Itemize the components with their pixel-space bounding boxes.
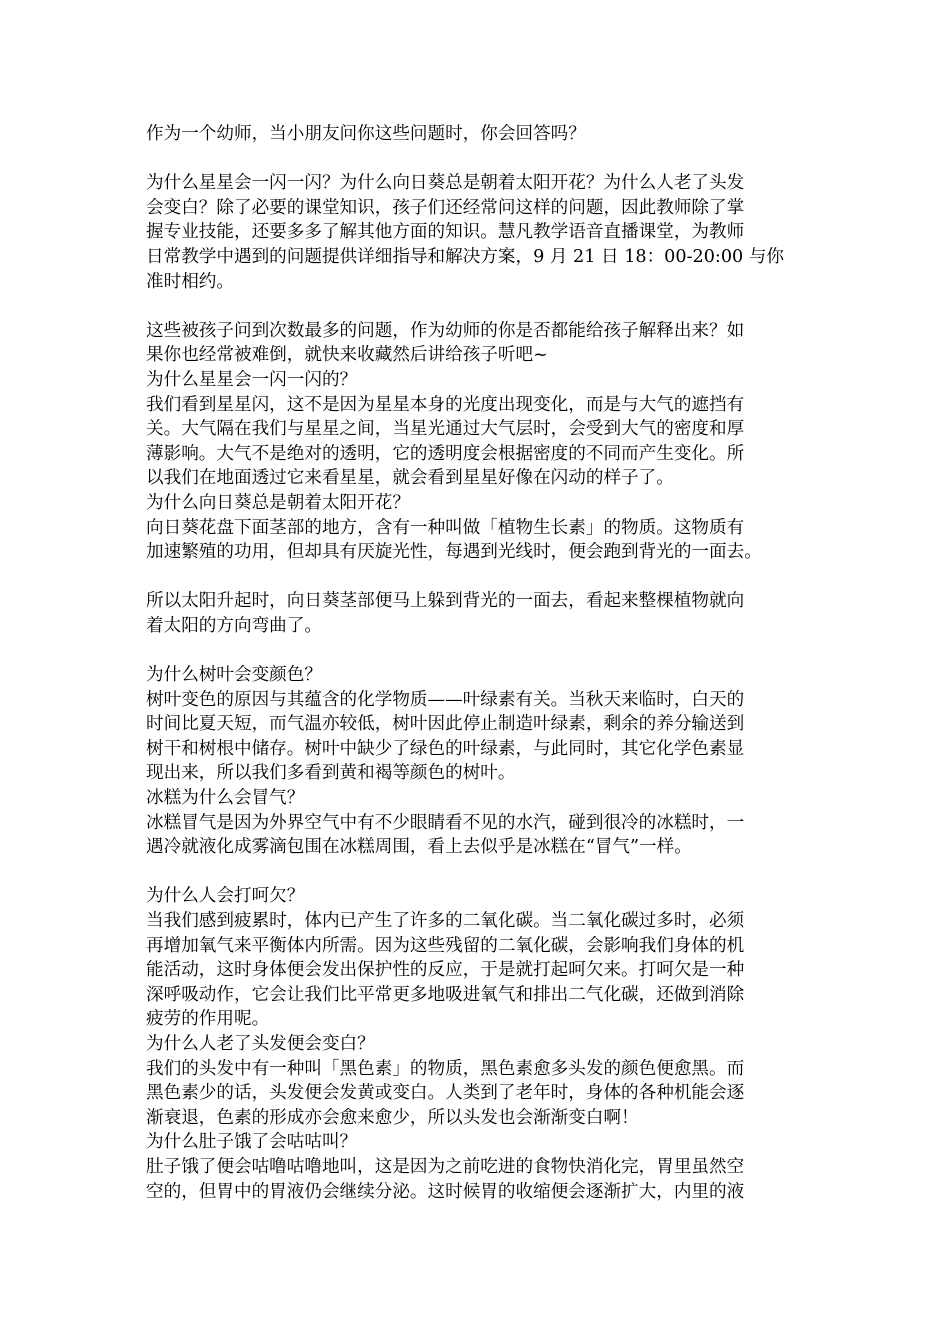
text-line: 空的，但胃中的胃液仍会继续分泌。这时候胃的收缩便会逐渐扩大，内里的液	[146, 1181, 745, 1202]
text-line: 薄影响。大气不是绝对的透明，它的透明度会根据密度的不同而产生变化。所	[146, 443, 745, 464]
text-line: 着太阳的方向弯曲了。	[146, 615, 322, 636]
text-line: 所以太阳升起时，向日葵茎部便马上躲到背光的一面去，看起来整棵植物就向	[146, 591, 745, 612]
text-line: 再增加氧气来平衡体内所需。因为这些残留的二氧化碳，会影响我们身体的机	[146, 935, 745, 956]
blank-line	[146, 638, 810, 663]
text-line: 黑色素少的话，头发便会发黄或变白。人类到了老年时，身体的各种机能会逐	[146, 1083, 745, 1104]
text-line: 肚子饿了便会咕噜咕噜地叫，这是因为之前吃进的食物快消化完，胃里虽然空	[146, 1156, 745, 1177]
blank-line	[146, 565, 810, 590]
text-line: 为什么星星会一闪一闪？为什么向日葵总是朝着太阳开花？为什么人老了头发	[146, 173, 745, 194]
text-line: 关。大气隔在我们与星星之间，当星光通过大气层时，会受到大气的密度和厚	[146, 419, 745, 440]
text-line: 冰糕冒气是因为外界空气中有不少眼睛看不见的水汽，碰到很冷的冰糕时，一	[146, 812, 745, 833]
text-line: 我们看到星星闪，这不是因为星星本身的光度出现变化，而是与大气的遮挡有	[146, 394, 745, 415]
text-line: 我们的头发中有一种叫「黑色素」的物质，黑色素愈多头发的颜色便愈黑。而	[146, 1058, 745, 1079]
text-line: 这些被孩子问到次数最多的问题，作为幼师的你是否都能给孩子解释出来？如	[146, 320, 745, 341]
text-line: 现出来，所以我们多看到黄和褐等颜色的树叶。	[146, 763, 516, 784]
text-line: 时间比夏天短，而气温亦较低，树叶因此停止制造叶绿素，剩余的养分输送到	[146, 714, 745, 735]
text-line: 握专业技能，还要多多了解其他方面的知识。慧凡教学语音直播课堂，为教师	[146, 222, 745, 243]
blank-line	[146, 294, 810, 319]
text-line: 向日葵花盘下面茎部的地方，含有一种叫做「植物生长素」的物质。这物质有	[146, 517, 745, 538]
text-line: 深呼吸动作，它会让我们比平常更多地吸进氧气和排出二气化碳，还做到消除	[146, 984, 745, 1005]
text-line: 会变白？除了必要的课堂知识，孩子们还经常问这样的问题，因此教师除了掌	[146, 197, 745, 218]
text-line: 当我们感到疲累时，体内已产生了许多的二氧化碳。当二氧化碳过多时，必须	[146, 911, 745, 931]
text-line: 疲劳的作用呢。	[146, 1009, 270, 1030]
text-line: 加速繁殖的功用，但却具有厌旋光性，每遇到光线时，便会跑到背光的一面去。	[146, 542, 762, 563]
document-body	[146, 122, 810, 1204]
question-heading: 为什么向日葵总是朝着太阳开花？	[146, 492, 410, 513]
question-heading: 为什么人老了头发便会变白？	[146, 1033, 375, 1054]
text-line: 果你也经常被难倒，就快来收藏然后讲给孩子听吧~	[146, 345, 548, 366]
text-line: 渐衰退，色素的形成亦会愈来愈少，所以头发也会渐渐变白啊！	[146, 1107, 639, 1128]
question-heading: 为什么树叶会变颜色？	[146, 665, 322, 686]
text-line: 树叶变色的原因与其蕴含的化学物质——叶绿素有关。当秋天来临时，白天的	[146, 689, 745, 710]
question-heading: 为什么人会打呵欠？	[146, 886, 305, 907]
question-heading: 为什么星星会一闪一闪的？	[146, 369, 358, 390]
text-line: 作为一个幼师，当小朋友问你这些问题时，你会回答吗？	[146, 124, 586, 144]
text-line: 树干和树根中储存。树叶中缺少了绿色的叶绿素，与此同时，其它化学色素显	[146, 738, 745, 759]
blank-line	[146, 147, 810, 172]
text-line: 能活动，这时身体便会发出保护性的反应，于是就打起呵欠来。打呵欠是一种	[146, 960, 745, 981]
blank-line	[146, 860, 810, 885]
question-heading: 为什么肚子饿了会咕咕叫？	[146, 1132, 358, 1153]
text-line: 日常教学中遇到的问题提供详细指导和解决方案，9 月 21 日 18：00-20:00 与你	[146, 246, 784, 267]
question-heading: 冰糕为什么会冒气？	[146, 788, 305, 809]
text-line: 准时相约。	[146, 271, 234, 292]
text-line: 以我们在地面透过它来看星星，就会看到星星好像在闪动的样子了。	[146, 468, 674, 489]
text-line: 遇冷就液化成雾滴包围在冰糕周围，看上去似乎是冰糕在“冒气”一样。	[146, 837, 692, 858]
